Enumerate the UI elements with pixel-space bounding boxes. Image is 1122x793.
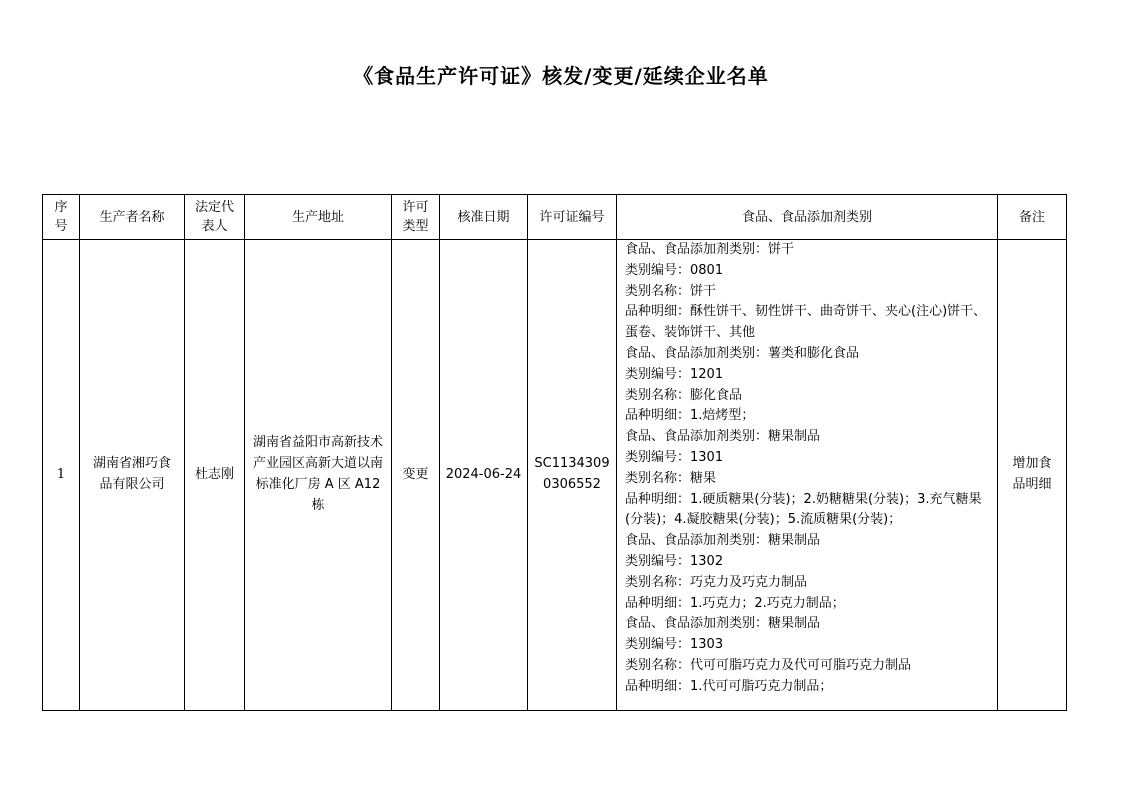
category-line: 品种明细：1.代可可脂巧克力制品； — [625, 678, 833, 694]
category-line: 类别编号：1302 — [625, 553, 724, 569]
header-permit-type: 许可类型 — [392, 195, 440, 240]
category-line: 食品、食品添加剂类别：糖果制品 — [625, 429, 821, 445]
category-line: 类别编号：1301 — [625, 449, 724, 465]
category-line: 类别名称：代可可脂巧克力及代可可脂巧克力制品 — [625, 657, 912, 673]
cell-permit-no: SC11343090306552 — [528, 240, 617, 711]
cell-remarks: 增加食品明细 — [998, 240, 1067, 711]
cell-producer: 湖南省湘巧食品有限公司 — [80, 240, 185, 711]
category-line: 类别编号：1201 — [625, 366, 724, 382]
category-line: 类别名称：膨化食品 — [625, 387, 743, 403]
header-permit-no: 许可证编号 — [528, 195, 617, 240]
cell-legal-rep: 杜志刚 — [185, 240, 245, 711]
permit-list-table — [42, 194, 1067, 711]
category-line: 食品、食品添加剂类别：糖果制品 — [625, 533, 821, 549]
category-line: 品种明细：酥性饼干、韧性饼干、曲奇饼干、夹心(注心)饼干、蛋卷、装饰饼干、其他 — [625, 304, 987, 341]
category-line: 食品、食品添加剂类别：糖果制品 — [625, 616, 821, 632]
category-line: 品种明细：1.硬质糖果(分装)；2.奶糖糖果(分装)；3.充气糖果(分装)；4.凝胶糖果(分装)；5.流质糖果(分装)； — [625, 491, 982, 528]
category-line: 类别编号：1303 — [625, 637, 724, 653]
header-approval-date: 核准日期 — [440, 195, 528, 240]
category-line: 类别名称：巧克力及巧克力制品 — [625, 574, 808, 590]
cell-approval-date: 2024-06-24 — [440, 240, 528, 711]
header-legal-rep: 法定代表人 — [185, 195, 245, 240]
category-line: 食品、食品添加剂类别：饼干 — [625, 242, 795, 257]
header-seq: 序号 — [43, 195, 80, 240]
category-line: 类别编号：0801 — [625, 262, 724, 278]
cell-permit-type: 变更 — [392, 240, 440, 711]
category-line: 食品、食品添加剂类别：薯类和膨化食品 — [625, 345, 860, 361]
cell-categories — [617, 240, 998, 711]
category-line: 类别名称：饼干 — [625, 283, 717, 299]
header-producer: 生产者名称 — [80, 195, 185, 240]
header-categories: 食品、食品添加剂类别 — [617, 195, 998, 240]
table-header-row — [43, 195, 1067, 240]
category-line: 品种明细：1.焙烤型； — [625, 408, 755, 424]
header-address: 生产地址 — [245, 195, 392, 240]
header-remarks: 备注 — [998, 195, 1067, 240]
table-row — [43, 240, 1067, 711]
cell-seq: 1 — [43, 240, 80, 711]
document-title: 《食品生产许可证》核发/变更/延续企业名单 — [353, 64, 769, 88]
cell-address: 湖南省益阳市高新技术产业园区高新大道以南标准化厂房 A 区 A12 栋 — [245, 240, 392, 711]
category-line: 类别名称：糖果 — [625, 470, 717, 486]
category-line: 品种明细：1.巧克力；2.巧克力制品； — [625, 595, 845, 611]
